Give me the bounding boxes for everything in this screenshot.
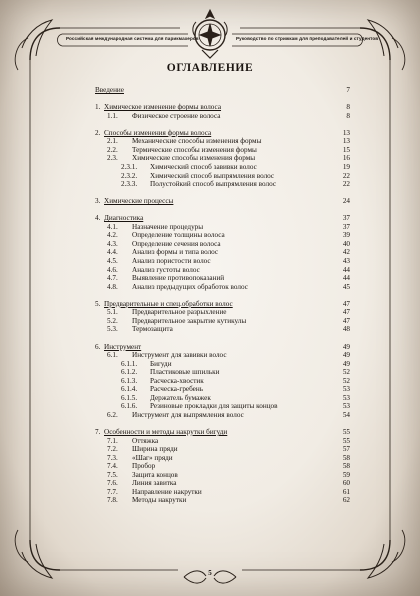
toc-entry xyxy=(121,180,350,189)
toc-entry-label: Особенности и методы накрутки бигуди xyxy=(104,428,228,436)
toc-entry-label: Химический способ выпрямления волос xyxy=(150,171,275,180)
toc-entry-number: 6.1. xyxy=(107,351,118,360)
toc-entry-number: 7.6. xyxy=(107,479,118,488)
toc-entry-label: Анализ пористости волос xyxy=(132,257,211,265)
toc-entry-label: Расческа-гребень xyxy=(150,385,203,394)
toc-entry-page: 44 xyxy=(342,265,350,274)
toc-entry-number: 4.1. xyxy=(107,222,118,231)
header-left-text: Российская международная система для парикмахеров xyxy=(66,36,199,41)
toc-entry-number: 4.2. xyxy=(107,231,118,240)
toc-entry-page: 55 xyxy=(342,428,350,436)
toc-entry-page: 62 xyxy=(342,496,350,505)
toc-entry-label: Определение толщины волоса xyxy=(132,231,225,240)
toc-entry-number: 4.5. xyxy=(107,257,118,265)
toc-entry xyxy=(107,411,350,420)
toc-entry-page: 55 xyxy=(342,436,350,445)
toc-entry-page: 15 xyxy=(342,145,350,154)
toc-entry-number: 2.2. xyxy=(107,145,118,154)
toc-entry-page: 40 xyxy=(342,239,350,248)
toc-entry-page: 22 xyxy=(342,171,350,180)
toc-entry-number: 6.1.2. xyxy=(121,368,138,377)
toc-entry-number: 4. xyxy=(95,214,101,223)
toc-entry-number: 2.3.1. xyxy=(121,162,138,171)
toc-entry-label: Химические процессы xyxy=(104,197,174,206)
toc-entry-number: 7.3. xyxy=(107,453,118,462)
toc-entry-number: 7. xyxy=(95,428,101,436)
toc-entry-label: Определение сечения волоса xyxy=(132,239,221,248)
toc-entry-number: 7.7. xyxy=(107,487,118,496)
toc-entry-page: 37 xyxy=(342,214,350,223)
toc-entry-label: Анализ предыдущих обработок волос xyxy=(132,282,248,291)
toc-entry-number: 2.3.3. xyxy=(121,180,138,189)
toc-entry-number: 6.1.5. xyxy=(121,393,138,402)
toc-entry-number: 2.3. xyxy=(107,154,118,163)
toc-entry-number: 2.3.2. xyxy=(121,171,138,180)
toc-entry-label: Предварительное закрытие кутикулы xyxy=(132,316,247,325)
page-title: ОГЛАВЛЕНИЕ xyxy=(166,62,254,74)
toc-entry-number: 5.2. xyxy=(107,316,118,325)
toc-entry-page: 52 xyxy=(342,376,350,385)
toc-entry-page: 49 xyxy=(342,342,350,351)
toc-entry-number: 7.4. xyxy=(107,462,118,471)
toc-entry-label: Диагностика xyxy=(104,214,144,223)
toc-entry-label: Держатель бумажек xyxy=(150,393,211,402)
toc-entry-label: Термозащита xyxy=(132,325,173,334)
toc-entry-label: Химическое изменение формы волоса xyxy=(104,103,222,112)
toc-entry-page: 47 xyxy=(342,308,350,317)
toc-entry-label: Анализ формы и типа волос xyxy=(132,248,219,257)
toc-entry-label: Оттяжка xyxy=(132,436,159,445)
toc-entry-page: 54 xyxy=(342,410,350,419)
toc-entry-number: 6.2. xyxy=(107,410,118,419)
toc-entry-number: 7.8. xyxy=(107,496,118,505)
toc-entry-label: Выявление противопоказаний xyxy=(132,274,225,283)
toc-entry-number: 6.1.6. xyxy=(121,402,138,411)
toc-entry-number: 6.1.3. xyxy=(121,376,138,385)
toc-entry-page: 53 xyxy=(342,385,350,394)
toc-entry-label: Резиновые прокладки для защиты концов xyxy=(150,402,278,411)
toc-entry-number: 6.1.4. xyxy=(121,385,138,394)
toc-entry-page: 58 xyxy=(342,453,350,462)
toc-entry-page: 53 xyxy=(342,393,350,402)
toc-entry-page: 43 xyxy=(342,257,350,265)
toc-entry-number: 4.7. xyxy=(107,274,118,283)
toc-entry xyxy=(107,283,350,292)
toc-entry-number: 7.5. xyxy=(107,470,118,479)
toc-entry-number: 2.1. xyxy=(107,137,118,146)
toc-entry-label: Инструмент для завивки волос xyxy=(132,351,227,360)
toc-entry-page: 53 xyxy=(342,402,350,411)
toc-entry-label: Химический способ завивки волос xyxy=(150,162,257,171)
toc-entry-number: 6.1.1. xyxy=(121,359,138,368)
toc-entry-label: Физическое строение волоса xyxy=(132,111,221,120)
toc-entry-label: Методы накрутки xyxy=(132,496,187,505)
toc-entry-label: Инструмент для выпрямления волос xyxy=(132,410,244,419)
toc-entry-page: 7 xyxy=(346,86,350,94)
toc-entry-label: Линия завитка xyxy=(132,479,177,488)
toc-entry-number: 7.1. xyxy=(107,436,118,445)
toc-entry-page: 37 xyxy=(342,222,350,231)
toc-entry xyxy=(107,496,350,505)
toc-entry-label: «Шаг» пряди xyxy=(132,453,173,462)
toc-entry-page: 42 xyxy=(342,248,350,257)
toc-entry-page: 48 xyxy=(342,325,350,334)
toc-entry-page: 49 xyxy=(342,359,350,368)
toc-entry-label: Защита концов xyxy=(132,470,178,479)
toc-entry-number: 4.4. xyxy=(107,248,118,257)
toc-entry-label: Способы изменения формы волоса xyxy=(104,128,212,137)
toc-entry-number: 3. xyxy=(95,197,101,206)
toc-entry-page: 22 xyxy=(342,180,350,189)
toc-entry-label: Назначение процедуры xyxy=(132,222,204,231)
toc-entry-number: 4.3. xyxy=(107,239,118,248)
toc-entry-label: Бигуди xyxy=(150,359,172,368)
toc-entry-page: 39 xyxy=(342,231,350,240)
toc-entry-page: 58 xyxy=(342,462,350,471)
toc-entry-page: 52 xyxy=(342,368,350,377)
toc-entry-number: 5.3. xyxy=(107,325,118,334)
page-number: 5 xyxy=(208,569,212,577)
toc-entry-number: 6. xyxy=(95,342,101,351)
toc-entry-number: 1. xyxy=(95,103,101,112)
toc-entry-label: Расческа-хвостик xyxy=(150,376,204,385)
toc-entry-page: 61 xyxy=(342,487,350,496)
toc-entry xyxy=(107,325,350,334)
toc-entry-page: 24 xyxy=(342,197,350,206)
toc-entry-page: 45 xyxy=(342,282,350,291)
toc-entry-page: 13 xyxy=(342,128,350,137)
toc-entry-number: 7.2. xyxy=(107,445,118,454)
toc-entry xyxy=(95,197,350,206)
toc-entry-label: Механические способы изменения формы xyxy=(132,137,262,146)
toc-entry-label: Предварительное разрыхление xyxy=(132,308,227,317)
toc-entry-label: Инструмент xyxy=(104,342,142,351)
toc-entry-page: 8 xyxy=(346,111,350,120)
toc-entry-page: 59 xyxy=(342,470,350,479)
toc-entry-page: 16 xyxy=(342,154,350,163)
toc-entry-label: Пластиковые шпильки xyxy=(150,368,220,377)
toc-entry-page: 8 xyxy=(346,103,350,112)
toc-entry-page: 47 xyxy=(342,316,350,325)
toc-entry-page: 60 xyxy=(342,479,350,488)
toc-entry-number: 5. xyxy=(95,299,101,308)
toc-entry-label: Пробор xyxy=(132,462,156,471)
toc-entry-page: 44 xyxy=(342,274,350,283)
toc-entry xyxy=(107,112,350,121)
toc-entry-page: 47 xyxy=(342,299,350,308)
toc-entry-label: Химические способы изменения формы xyxy=(132,154,256,163)
toc-entry-number: 5.1. xyxy=(107,308,118,317)
toc-entry-page: 13 xyxy=(342,137,350,146)
toc-entry-number: 1.1. xyxy=(107,111,118,120)
toc-entry-label: Введение xyxy=(95,86,124,94)
toc-entry-label: Предварительные и спец.обработки волос xyxy=(104,299,233,308)
toc-entry-number: 2. xyxy=(95,128,101,137)
toc-entry-label: Ширина пряди xyxy=(132,445,178,454)
toc-entry-page: 49 xyxy=(342,351,350,360)
toc-entry-page: 19 xyxy=(342,162,350,171)
toc-entry-number: 4.6. xyxy=(107,265,118,274)
header-right-text: Руководство по стрижкам для преподавателей и студентов xyxy=(236,36,379,41)
toc-entry-label: Анализ густоты волос xyxy=(132,265,200,274)
toc-entry-label: Полустойкий способ выпрямления волос xyxy=(150,180,277,189)
toc-entry xyxy=(95,86,350,95)
toc-entry-number: 4.8. xyxy=(107,282,118,291)
toc-entry-page: 57 xyxy=(342,445,350,454)
toc-entry-label: Термические способы изменения формы xyxy=(132,145,257,154)
toc-entry-label: Направление накрутки xyxy=(132,487,202,496)
